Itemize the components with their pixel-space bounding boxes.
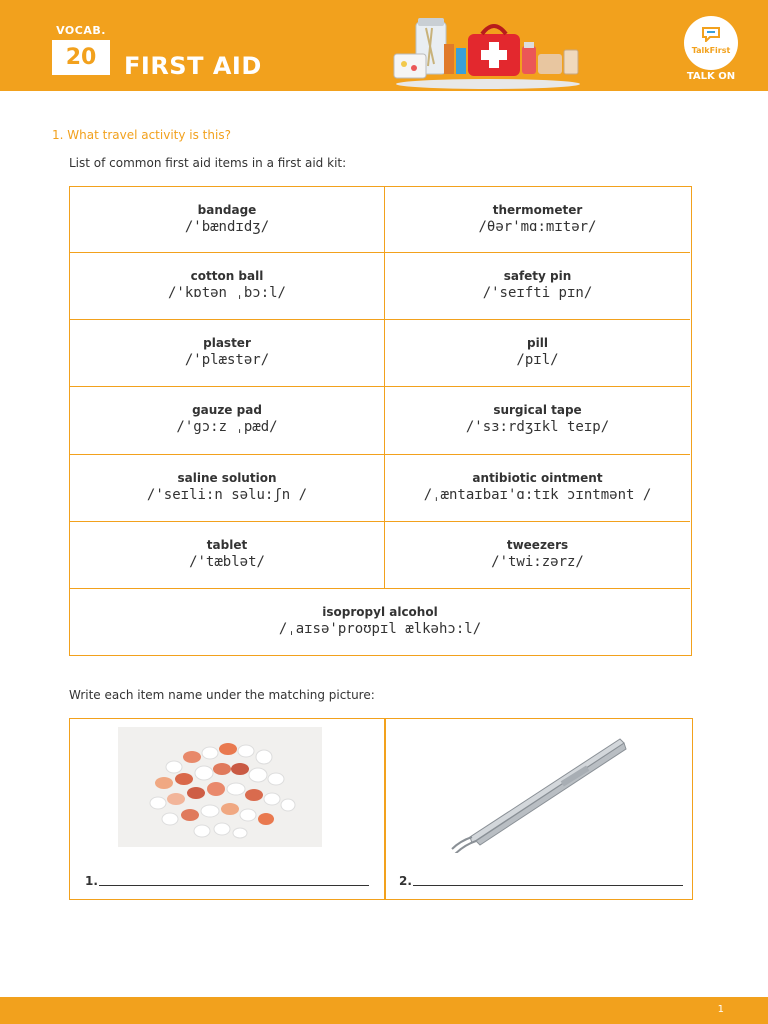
picture-matching-table	[69, 718, 693, 900]
footer-bar	[0, 997, 768, 1024]
page-title: FIRST AID	[124, 52, 262, 80]
vocab-cell	[385, 387, 690, 455]
vocab-word: saline solution	[177, 471, 277, 485]
vocabulary-table	[69, 186, 692, 656]
vocab-number: 20	[52, 40, 110, 75]
vocab-word: thermometer	[492, 203, 583, 217]
logo-text: TalkFirst	[691, 46, 731, 55]
vocab-pronunciation: /ˌaɪsə'proʊpɪl ælkəhɔ:l/	[278, 621, 482, 637]
vocab-pronunciation: /'twi:zərz/	[491, 554, 584, 570]
vocab-word: isopropyl alcohol	[322, 605, 438, 619]
vocab-pronunciation: /ˌæntaɪbaɪ'ɑ:tɪk ɔɪntmənt /	[423, 487, 652, 503]
vocab-pronunciation: /'kɒtən ˌbɔ:l/	[167, 285, 286, 301]
vocab-word: antibiotic ointment	[472, 471, 603, 485]
first-aid-kit-illustration	[388, 4, 588, 90]
vocab-word: gauze pad	[192, 403, 262, 417]
vocab-pronunciation: /'plæstər/	[184, 352, 270, 368]
matching-instruction: Write each item name under the matching picture:	[69, 688, 375, 702]
vocab-cell	[385, 522, 690, 589]
tweezers-photo	[440, 733, 630, 853]
question-heading: 1. What travel activity is this?	[52, 128, 231, 142]
vocab-pronunciation: /'seɪli:n səlu:ʃn /	[146, 487, 308, 503]
page-number: 1	[717, 1004, 724, 1015]
vocab-pronunciation: /'bændɪdʒ/	[184, 219, 270, 235]
vocab-pronunciation: /θər'mɑ:mɪtər/	[478, 219, 597, 235]
vocab-word: cotton ball	[190, 269, 264, 283]
vocab-word: surgical tape	[493, 403, 582, 417]
answer-line-2[interactable]	[413, 885, 683, 886]
vocab-word: plaster	[203, 336, 251, 350]
vocab-cell	[385, 320, 690, 387]
speech-bubble-icon	[701, 26, 721, 42]
table-divider	[384, 719, 386, 899]
vocab-cell	[385, 455, 690, 522]
answer-label-1: 1.	[85, 874, 98, 888]
vocab-pronunciation: /'sɜ:rdʒɪkl teɪp/	[465, 419, 610, 435]
header-banner	[0, 0, 768, 91]
vocab-word: tweezers	[506, 538, 569, 552]
talkfirst-logo	[684, 16, 738, 70]
vocab-word: bandage	[197, 203, 257, 217]
pills-photo	[118, 727, 322, 847]
vocab-word: safety pin	[503, 269, 572, 283]
vocab-cell	[70, 253, 385, 320]
vocab-pronunciation: /'seɪfti pɪn/	[482, 285, 593, 301]
vocab-pronunciation: /pɪl/	[516, 352, 559, 368]
vocab-cell	[70, 320, 385, 387]
vocab-cell	[385, 253, 690, 320]
intro-text: List of common first aid items in a first aid kit:	[69, 156, 347, 170]
vocab-cell	[70, 589, 690, 654]
vocab-word: tablet	[206, 538, 248, 552]
vocab-cell	[385, 187, 690, 253]
vocab-cell	[70, 187, 385, 253]
vocab-pronunciation: /'tæblət/	[189, 554, 265, 570]
vocab-label: VOCAB.	[56, 24, 106, 37]
answer-label-2: 2.	[399, 874, 412, 888]
talk-on-tagline: TALK ON	[686, 71, 736, 82]
vocab-cell	[70, 387, 385, 455]
vocab-cell	[70, 455, 385, 522]
vocab-cell	[70, 522, 385, 589]
vocab-word: pill	[527, 336, 548, 350]
vocab-badge	[52, 0, 110, 75]
answer-line-1[interactable]	[99, 885, 369, 886]
vocab-pronunciation: /'gɔ:z ˌpæd/	[176, 419, 278, 435]
